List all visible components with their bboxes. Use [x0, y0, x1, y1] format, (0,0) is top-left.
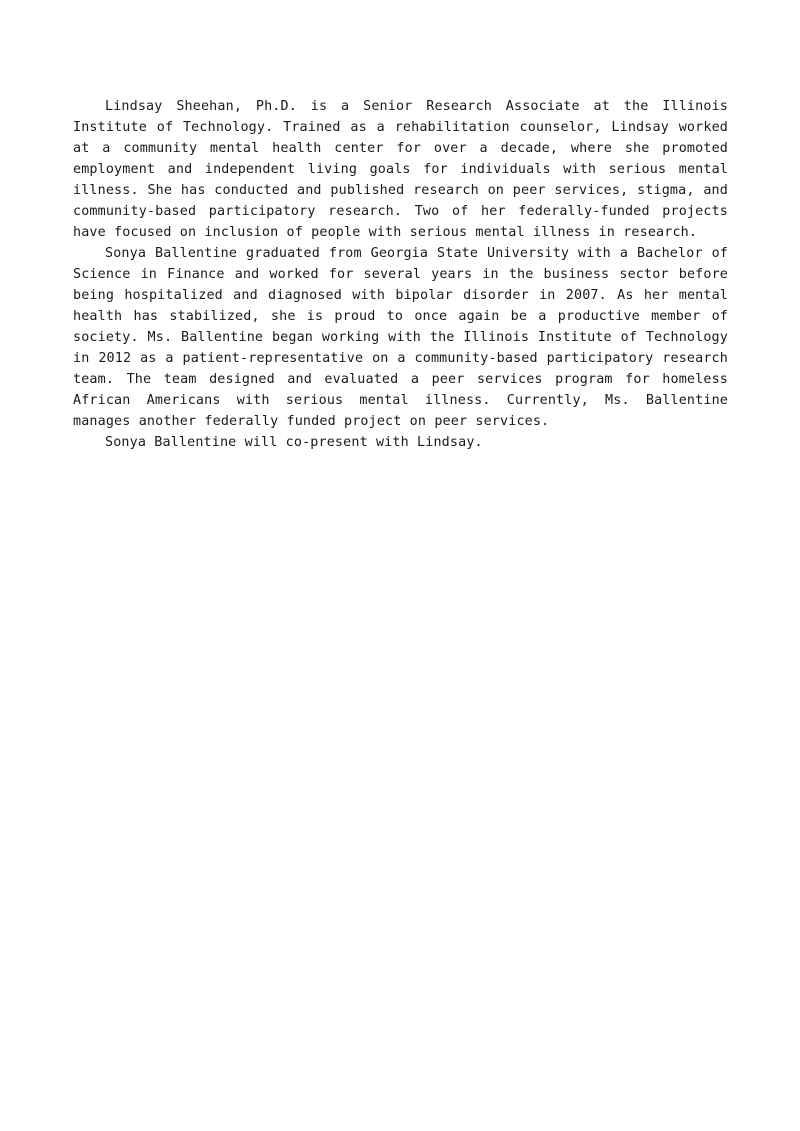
co-present-note: Sonya Ballentine will co-present with Lindsay.: [105, 435, 483, 450]
bio-paragraph-sheehan: Lindsay Sheehan, Ph.D. is a Senior Research Associate at the Illinois Institute of Technology. Trained as a rehabilitation counselor, Lindsay worked at a community mental health center for over a decade, where she promoted employment and independent living goals for individuals with serious mental illness. She has conducted and published research on peer services, stigma, and community-based participatory research. Two of her federally-funded projects have focused on inclusion of people with serious mental illness in research.: [73, 99, 728, 240]
document-page: [73, 96, 728, 453]
bio-paragraph-ballentine: Sonya Ballentine graduated from Georgia State University with a Bachelor of Science in Finance and worked for several years in the business sector before being hospitalized and diagnosed with bipolar disorder in 2007. As her mental health has stabilized, she is proud to once again be a productive member of society. Ms. Ballentine began working with the Illinois Institute of Technology in 2012 as a patient-representative on a community-based participatory research team. The team designed and evaluated a peer services program for homeless African Americans with serious mental illness. Currently, Ms. Ballentine manages another federally funded project on peer services.: [73, 246, 728, 429]
